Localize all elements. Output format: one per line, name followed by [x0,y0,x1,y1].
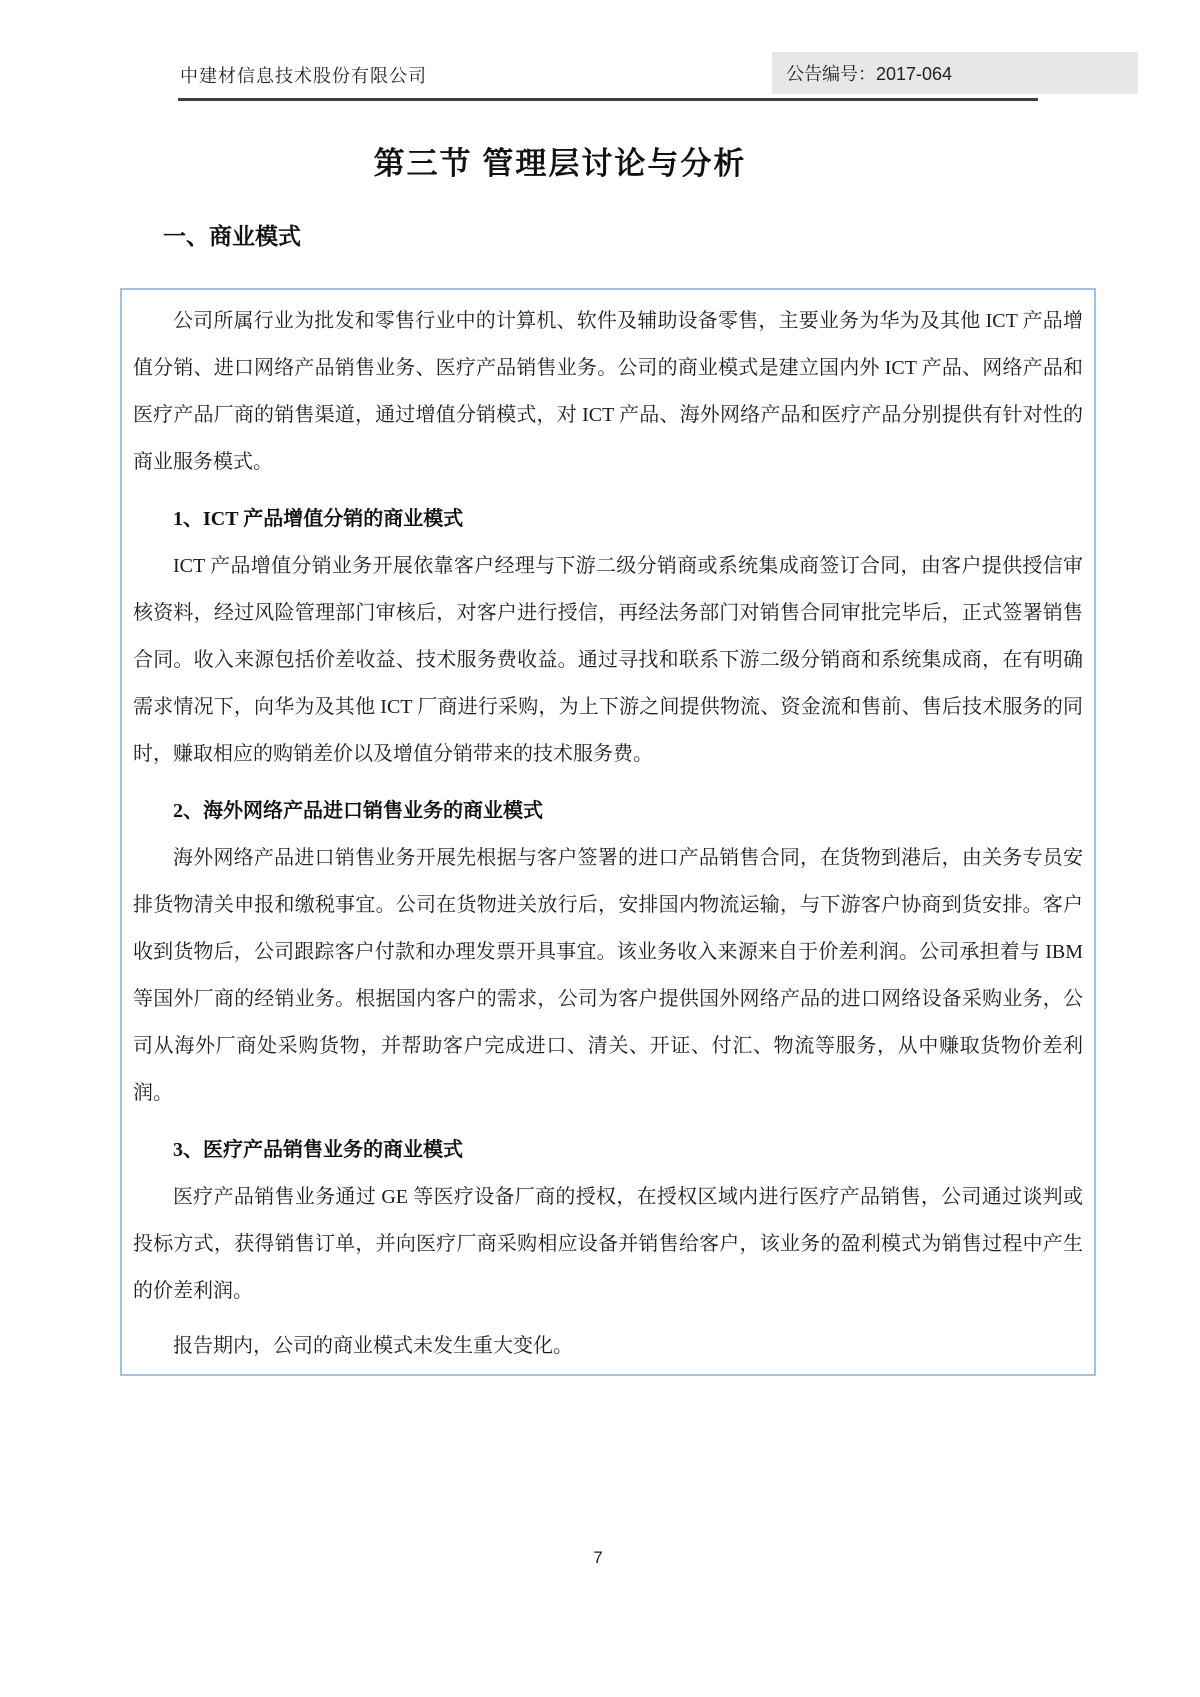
business-model-text-box [120,288,1096,1376]
subheading-medical-products: 3、医疗产品销售业务的商业模式 [173,1139,463,1161]
page-number: 7 [593,1548,603,1567]
paragraph-ict-distribution: ICT 产品增值分销业务开展依靠客户经理与下游二级分销商或系统集成商签订合同，由客户提供授信审核资料，经过风险管理部门审核后，对客户进行授信，再经法务部门对销售合同审批完毕后，正式签署销售合同。收入来源包括价差收益、技术服务费收益。通过寻找和联系下游二级分销商和系统集成商，在有明确需求情况下，向华为及其他 ICT 厂商进行采购，为上下游之间提供物流、资金流和售前、售后技术服务的同时，赚取相应的购销差价以及增值分销带来的技术服务费。 [133,555,1083,765]
header-divider [178,98,1038,101]
paragraph-closing: 报告期内，公司的商业模式未发生重大变化。 [173,1335,573,1357]
section-heading-business-model: 一、商业模式 [163,223,301,249]
page-title: 第三节 管理层讨论与分析 [373,146,747,181]
subheading-overseas-network-import: 2、海外网络产品进口销售业务的商业模式 [173,800,543,822]
paragraph-medical-products: 医疗产品销售业务通过 GE 等医疗设备厂商的授权，在授权区域内进行医疗产品销售，公司通过谈判或投标方式，获得销售订单，并向医疗厂商采购相应设备并销售给客户，该业务的盈利模式为销售过程中产生的价差利润。 [133,1186,1083,1302]
paragraph-intro: 公司所属行业为批发和零售行业中的计算机、软件及辅助设备零售，主要业务为华为及其他 ICT 产品增值分销、进口网络产品销售业务、医疗产品销售业务。公司的商业模式是建立国内外 ICT 产品、网络产品和医疗产品厂商的销售渠道，通过增值分销模式，对 ICT 产品、海外网络产品和医疗产品分别提供有针对性的商业服务模式。 [133,310,1083,473]
paragraph-overseas-network-import: 海外网络产品进口销售业务开展先根据与客户签署的进口产品销售合同，在货物到港后，由关务专员安排货物清关申报和缴税事宜。公司在货物进关放行后，安排国内物流运输，与下游客户协商到货安排。客户收到货物后，公司跟踪客户付款和办理发票开具事宜。该业务收入来源来自于价差利润。公司承担着与 IBM 等国外厂商的经销业务。根据国内客户的需求，公司为客户提供国外网络产品的进口网络设备采购业务，公司从海外厂商处采购货物，并帮助客户完成进口、清关、开证、付汇、物流等服务，从中赚取货物价差利润。 [133,847,1083,1104]
header-notice-number [772,52,1138,94]
notice-number-text: 公告编号：2017-064 [786,64,953,84]
subheading-ict-distribution: 1、ICT 产品增值分销的商业模式 [173,508,464,530]
header-company-name: 中建材信息技术股份有限公司 [180,66,427,86]
